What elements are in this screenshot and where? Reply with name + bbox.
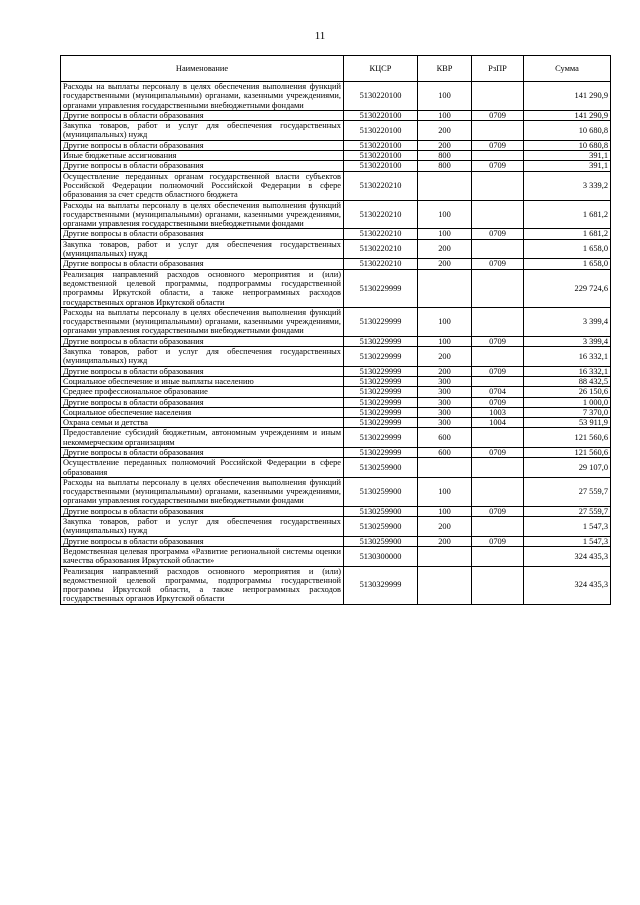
cell-code: 5130229999 [344,447,418,457]
cell-name: Другие вопросы в области образования [61,336,344,346]
cell-sum: 1 000,0 [524,397,611,407]
cell-kvr: 100 [418,477,472,506]
header-sum: Сумма [524,56,611,82]
cell-sum: 324 435,3 [524,566,611,604]
cell-rzpr: 0704 [472,387,524,397]
cell-code: 5130220210 [344,171,418,200]
cell-kvr [418,171,472,200]
cell-sum: 27 559,7 [524,506,611,516]
cell-kvr: 300 [418,397,472,407]
cell-rzpr [472,376,524,386]
table-row [61,161,611,171]
cell-kvr: 200 [418,140,472,150]
cell-sum: 29 107,0 [524,458,611,478]
cell-rzpr [472,239,524,259]
table-row [61,229,611,239]
cell-sum: 121 560,6 [524,447,611,457]
cell-rzpr [472,428,524,448]
cell-code: 5130259900 [344,506,418,516]
cell-sum: 16 332,1 [524,347,611,367]
cell-rzpr [472,200,524,229]
table-row [61,110,611,120]
cell-name: Другие вопросы в области образования [61,366,344,376]
cell-rzpr [472,517,524,537]
cell-rzpr: 0709 [472,110,524,120]
cell-sum: 1 547,3 [524,517,611,537]
cell-kvr: 200 [418,121,472,141]
table-row [61,477,611,506]
table-row [61,447,611,457]
cell-sum: 16 332,1 [524,366,611,376]
cell-code: 5130220210 [344,229,418,239]
cell-rzpr: 0709 [472,161,524,171]
table-row [61,140,611,150]
cell-sum: 88 432,5 [524,376,611,386]
cell-kvr [418,566,472,604]
cell-name: Другие вопросы в области образования [61,161,344,171]
cell-sum: 391,1 [524,151,611,161]
table-row [61,200,611,229]
cell-kvr: 200 [418,536,472,546]
table-row [61,121,611,141]
cell-sum: 229 724,6 [524,269,611,307]
cell-kvr: 100 [418,200,472,229]
cell-kvr: 600 [418,428,472,448]
cell-code: 5130220210 [344,259,418,269]
cell-sum: 324 435,3 [524,546,611,566]
cell-rzpr [472,82,524,111]
cell-rzpr [472,269,524,307]
cell-rzpr: 0709 [472,447,524,457]
cell-code: 5130229999 [344,407,418,417]
table-row [61,397,611,407]
table-row [61,458,611,478]
cell-rzpr [472,347,524,367]
cell-sum: 10 680,8 [524,140,611,150]
table-row [61,366,611,376]
cell-code: 5130229999 [344,428,418,448]
cell-code: 5130329999 [344,566,418,604]
table-row [61,546,611,566]
table-row [61,536,611,546]
cell-rzpr: 0709 [472,397,524,407]
cell-code: 5130220210 [344,239,418,259]
cell-sum: 27 559,7 [524,477,611,506]
cell-sum: 3 399,4 [524,307,611,336]
cell-rzpr [472,307,524,336]
cell-name: Другие вопросы в области образования [61,506,344,516]
cell-kvr: 300 [418,407,472,417]
cell-sum: 7 370,0 [524,407,611,417]
cell-rzpr [472,566,524,604]
cell-code: 5130229999 [344,376,418,386]
table-row [61,151,611,161]
table-row [61,387,611,397]
cell-name: Осуществление переданных полномочий Российской Федерации в сфере образования [61,458,344,478]
cell-sum: 1 658,0 [524,239,611,259]
cell-sum: 141 290,9 [524,110,611,120]
cell-name: Закупка товаров, работ и услуг для обеспечения государственных (муниципальных) нужд [61,517,344,537]
cell-name: Предоставление субсидий бюджетным, автономным учреждениям и иным некоммерческим организациям [61,428,344,448]
cell-kvr: 200 [418,239,472,259]
cell-kvr: 300 [418,418,472,428]
cell-code: 5130229999 [344,397,418,407]
cell-rzpr [472,151,524,161]
cell-name: Охрана семьи и детства [61,418,344,428]
cell-name: Другие вопросы в области образования [61,397,344,407]
cell-name: Другие вопросы в области образования [61,110,344,120]
header-rzpr: РзПР [472,56,524,82]
cell-sum: 3 399,4 [524,336,611,346]
cell-kvr: 300 [418,376,472,386]
page-number: 11 [314,30,326,42]
cell-name: Иные бюджетные ассигнования [61,151,344,161]
cell-name: Другие вопросы в области образования [61,447,344,457]
cell-kvr: 100 [418,336,472,346]
cell-kvr: 200 [418,347,472,367]
cell-code: 5130220210 [344,200,418,229]
cell-sum: 26 150,6 [524,387,611,397]
cell-kvr: 100 [418,506,472,516]
cell-sum: 1 681,2 [524,200,611,229]
cell-code: 5130259900 [344,517,418,537]
table-header-row [61,56,611,82]
cell-rzpr: 0709 [472,140,524,150]
table-row [61,506,611,516]
cell-kvr [418,458,472,478]
cell-name: Другие вопросы в области образования [61,140,344,150]
table-row [61,269,611,307]
table-row [61,407,611,417]
cell-code: 5130220100 [344,82,418,111]
cell-rzpr: 0709 [472,506,524,516]
cell-kvr: 800 [418,151,472,161]
cell-code: 5130229999 [344,366,418,376]
cell-name: Расходы на выплаты персоналу в целях обеспечения выполнения функций государственными (муниципальными) органами, казенными учреждениями, органами управления государственными внебюджетными фондами [61,477,344,506]
table-row [61,239,611,259]
cell-name: Реализация направлений расходов основного мероприятия и (или) ведомственной целевой программы, подпрограммы государственной программы Иркутской области, а также непрограммных расходов государственных органов Иркутской области [61,269,344,307]
cell-rzpr: 0709 [472,259,524,269]
cell-sum: 1 681,2 [524,229,611,239]
cell-code: 5130229999 [344,418,418,428]
cell-name: Закупка товаров, работ и услуг для обеспечения государственных (муниципальных) нужд [61,121,344,141]
cell-name: Ведомственная целевая программа «Развитие региональной системы оценки качества образования Иркутской области» [61,546,344,566]
cell-kvr [418,269,472,307]
table-row [61,428,611,448]
cell-kvr: 800 [418,161,472,171]
cell-kvr: 200 [418,366,472,376]
cell-code: 5130229999 [344,347,418,367]
cell-rzpr [472,477,524,506]
table-row [61,517,611,537]
cell-name: Расходы на выплаты персоналу в целях обеспечения выполнения функций государственными (муниципальными) органами, казенными учреждениями, органами управления государственными внебюджетными фондами [61,82,344,111]
cell-name: Другие вопросы в области образования [61,536,344,546]
cell-sum: 391,1 [524,161,611,171]
table-row [61,259,611,269]
cell-name: Другие вопросы в области образования [61,259,344,269]
cell-rzpr: 1003 [472,407,524,417]
cell-rzpr: 1004 [472,418,524,428]
cell-rzpr: 0709 [472,229,524,239]
cell-sum: 121 560,6 [524,428,611,448]
cell-kvr: 100 [418,110,472,120]
cell-name: Закупка товаров, работ и услуг для обеспечения государственных (муниципальных) нужд [61,239,344,259]
cell-rzpr: 0709 [472,366,524,376]
cell-code: 5130220100 [344,121,418,141]
cell-sum: 141 290,9 [524,82,611,111]
cell-code: 5130300000 [344,546,418,566]
cell-kvr: 200 [418,517,472,537]
table-row [61,171,611,200]
table-row [61,418,611,428]
cell-name: Расходы на выплаты персоналу в целях обеспечения выполнения функций государственными (муниципальными) органами, казенными учреждениями, органами управления государственными внебюджетными фондами [61,307,344,336]
table-row [61,347,611,367]
cell-name: Осуществление переданных органам государственной власти субъектов Российской Федерации полномочий Российской Федерации в сфере образования за счет средств областного бюджета [61,171,344,200]
budget-table [60,55,611,605]
cell-sum: 1 547,3 [524,536,611,546]
header-name: Наименование [61,56,344,82]
cell-rzpr: 0709 [472,336,524,346]
header-code: КЦСР [344,56,418,82]
cell-rzpr [472,121,524,141]
cell-kvr: 600 [418,447,472,457]
table-row [61,566,611,604]
cell-rzpr: 0709 [472,536,524,546]
cell-name: Расходы на выплаты персоналу в целях обеспечения выполнения функций государственными (муниципальными) органами, казенными учреждениями, органами управления государственными внебюджетными фондами [61,200,344,229]
cell-sum: 1 658,0 [524,259,611,269]
cell-code: 5130229999 [344,269,418,307]
cell-sum: 53 911,9 [524,418,611,428]
cell-name: Социальное обеспечение и иные выплаты населению [61,376,344,386]
cell-code: 5130229999 [344,307,418,336]
cell-code: 5130259900 [344,477,418,506]
cell-code: 5130259900 [344,458,418,478]
table-row [61,82,611,111]
table-row [61,376,611,386]
cell-kvr: 300 [418,387,472,397]
cell-code: 5130229999 [344,336,418,346]
cell-rzpr [472,458,524,478]
cell-code: 5130220100 [344,110,418,120]
cell-code: 5130259900 [344,536,418,546]
cell-kvr: 200 [418,259,472,269]
cell-sum: 10 680,8 [524,121,611,141]
cell-code: 5130220100 [344,161,418,171]
cell-name: Другие вопросы в области образования [61,229,344,239]
cell-kvr: 100 [418,229,472,239]
cell-code: 5130220100 [344,140,418,150]
cell-sum: 3 339,2 [524,171,611,200]
cell-kvr [418,546,472,566]
table-row [61,307,611,336]
cell-kvr: 100 [418,307,472,336]
cell-name: Закупка товаров, работ и услуг для обеспечения государственных (муниципальных) нужд [61,347,344,367]
cell-kvr: 100 [418,82,472,111]
table-row [61,336,611,346]
cell-code: 5130220100 [344,151,418,161]
cell-name: Среднее профессиональное образование [61,387,344,397]
cell-code: 5130229999 [344,387,418,397]
cell-name: Реализация направлений расходов основного мероприятия и (или) ведомственной целевой программы, подпрограммы государственной программы Иркутской области, а также непрограммных расходов государственных органов Иркутской области [61,566,344,604]
cell-rzpr [472,546,524,566]
cell-name: Социальное обеспечение населения [61,407,344,417]
table-body [61,82,611,605]
header-kvr: КВР [418,56,472,82]
cell-rzpr [472,171,524,200]
